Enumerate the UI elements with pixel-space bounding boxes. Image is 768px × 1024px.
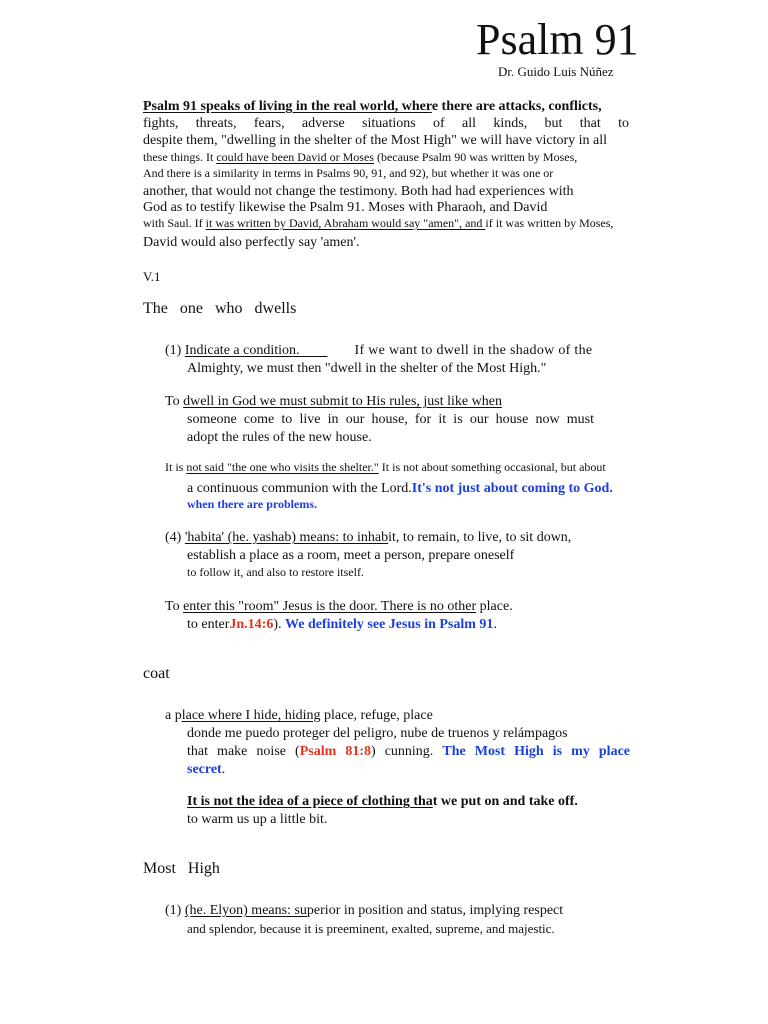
intro-line-3: despite them, "dwelling in the shelter of the Most High" we will have victory in all (143, 133, 608, 148)
author-name: Dr. Guido Luis Núñez (498, 64, 614, 79)
coat-l3-b: ) cunning. (370, 744, 443, 759)
intro-line-4-a: these things. It (143, 150, 217, 164)
page-title: Psalm 91 (476, 15, 639, 64)
item-number: (4) (165, 530, 182, 545)
most-high-line-2: and splendor, because it is preeminent, exalted, supreme, and majestic. (187, 921, 555, 936)
to-enter-a: To (165, 599, 184, 614)
intro-line-1-rest: e there are attacks, conflicts, (431, 99, 602, 114)
continuous-blue: It's not just about coming to God. (411, 481, 613, 496)
to-dwell-a: To (165, 394, 184, 409)
most-high-underlined: (he. Elyon) means: su (184, 903, 307, 918)
to-dwell-line-1 (165, 393, 502, 411)
clothing-rest: t we put on and take off. (432, 794, 578, 809)
coat-l3-blue: The Most High is my place (442, 744, 630, 759)
coat-l3-a: that make noise ( (187, 744, 300, 759)
to-enter-l2-b: ). (273, 617, 285, 632)
coat-line-2: donde me puedo proteger del peligro, nube de truenos y relámpagos (187, 726, 568, 741)
not-visits-a: It is (165, 460, 187, 474)
not-visits-underlined: not said "the one who visits the shelter." (186, 460, 379, 474)
v1-item-1-underlined (185, 343, 328, 358)
item-number: (1) (165, 903, 182, 918)
coat-l4-blue: secret (187, 762, 222, 777)
v1-item-4-line-2: establish a place as a room, meet a person, prepare oneself (187, 548, 515, 563)
intro-line-6: another, that would not change the testimony. Both had had experiences with (143, 184, 574, 199)
section-heading-coat: coat (143, 665, 170, 682)
verse-label: V.1 (143, 269, 161, 284)
intro-line-7: God as to testify likewise the Psalm 91. Moses with Pharaoh, and David (143, 200, 548, 215)
intro-line-1 (143, 98, 610, 115)
v1-item-4-rest: it, to remain, to live, to sit down, (388, 530, 572, 545)
intro-line-8-c: if it was written by Moses, (485, 216, 614, 230)
item-number: (1) (165, 343, 182, 358)
section-heading-dwells: The one who dwells (143, 300, 297, 317)
to-enter-line-1 (165, 598, 513, 616)
scripture-reference: Psalm 81:8 (299, 744, 371, 759)
intro-line-8-a: with Saul. If (143, 216, 206, 230)
intro-line-2: fights, threats, fears, adverse situations of all kinds, but that to (143, 116, 629, 131)
coat-l4-end: . (221, 762, 226, 777)
intro-line-4-underlined: could have been David or Moses (216, 150, 374, 164)
scripture-reference: Jn.14:6 (229, 617, 274, 632)
section-heading-most-high: Most High (143, 860, 220, 877)
continuous-blue-line-2: when there are problems. (187, 497, 317, 511)
coat-b: place, refuge, place (320, 708, 433, 723)
clothing-underlined: It is not the idea of a piece of clothing tha (187, 794, 433, 809)
coat-a: a p (165, 708, 182, 723)
v1-item-1-u-text: Indicate a condition. (184, 343, 300, 358)
coat-line-1 (165, 707, 433, 725)
to-dwell-line-3: adopt the rules of the new house. (187, 430, 372, 445)
coat-underlined: lace where I hide, hiding (181, 708, 321, 723)
most-high-rest: perior in position and status, implying respect (306, 903, 564, 918)
v1-item-1-pad (300, 343, 328, 358)
intro-line-1-underlined: Psalm 91 speaks of living in the real world, wher (143, 99, 432, 114)
v1-item-4-line-3: to follow it, and also to restore itself. (187, 565, 364, 579)
intro-line-4-c: (because Psalm 90 was written by Moses, (373, 150, 578, 164)
continuous-a: a continuous communion with the Lord. (187, 481, 412, 496)
continuous-line (187, 480, 613, 498)
v1-item-4-underlined: 'habita' (he. yashab) means: to inhab (184, 530, 389, 545)
clothing-line-2: to warm us up a little bit. (187, 812, 328, 827)
coat-line-4 (187, 761, 225, 779)
intro-line-9: David would also perfectly say 'amen'. (143, 235, 360, 250)
intro-line-4 (143, 150, 577, 165)
v1-item-1-rest: If we want to dwell in the shadow of the (354, 343, 593, 358)
most-high-item-1 (165, 902, 563, 920)
to-enter-b: place. (476, 599, 513, 614)
not-visits-b: It is not about something occasional, but about (378, 460, 606, 474)
v1-item-1-line-2: Almighty, we must then "dwell in the shelter of the Most High." (187, 361, 547, 376)
clothing-line-1 (187, 793, 578, 811)
coat-line-3 (187, 743, 630, 761)
to-dwell-line-2: someone come to live in our house, for it is our house now must (187, 412, 594, 427)
intro-line-5: And there is a similarity in terms in Psalms 90, 91, and 92), but whether it was one or (143, 166, 554, 180)
v1-item-4 (165, 529, 571, 547)
to-enter-l2-blue: We definitely see Jesus in Psalm 91 (285, 617, 494, 632)
to-enter-underlined: enter this "room" Jesus is the door. There is no other (183, 599, 477, 614)
intro-line-8-underlined: it was written by David, Abraham would say "amen", and (205, 216, 486, 230)
v1-item-1 (165, 342, 641, 360)
to-enter-l2-c: . (493, 617, 497, 632)
to-enter-line-2 (187, 616, 497, 634)
to-enter-l2-a: to enter (187, 617, 230, 632)
to-dwell-underlined: dwell in God we must submit to His rules, just like when (183, 394, 502, 409)
intro-line-8 (143, 216, 613, 231)
not-visits-line (165, 460, 606, 475)
